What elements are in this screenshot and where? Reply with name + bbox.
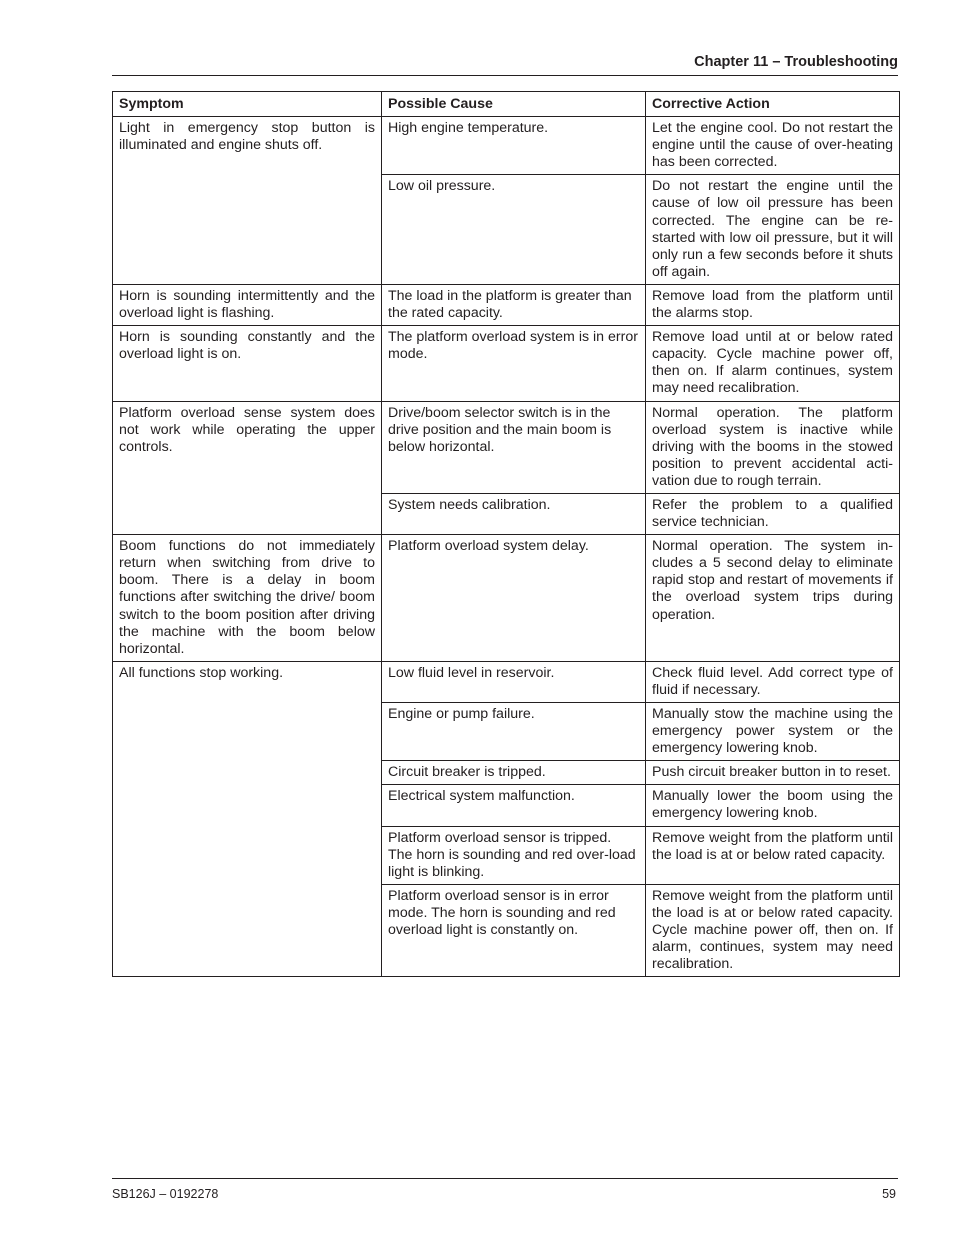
table-row (113, 117, 900, 175)
cause-cell: Engine or pump failure. (382, 703, 646, 761)
symptom-cell: Horn is sounding constantly and the overload light is on. (113, 326, 382, 401)
cause-cell: Low oil pressure. (382, 175, 646, 285)
table-row (113, 535, 900, 662)
action-cell: Normal operation. The platform overload system is inactive while driving with the booms in the stowed position to prevent accidental acti-vation due to rough terrain. (646, 401, 900, 493)
cause-cell: Electrical system malfunction. (382, 785, 646, 826)
document-id: SB126J – 0192278 (112, 1187, 219, 1201)
column-header-corrective-action: Corrective Action (646, 92, 900, 117)
cause-cell: Platform overload sensor is tripped. The horn is sounding and red over-load light is blinking. (382, 826, 646, 884)
action-cell: Remove weight from the platform until the load is at or below rated capacity. Cycle machine power off, then on. If alarm, continues, system may need recalibration. (646, 884, 900, 976)
table-header-row (113, 92, 900, 117)
action-cell: Refer the problem to a qualified service technician. (646, 493, 900, 534)
page-number: 59 (882, 1187, 896, 1201)
action-cell: Normal operation. The system in-cludes a 5 second delay to eliminate rapid stop and restart of movements if the overload system trips during operation. (646, 535, 900, 662)
action-cell: Let the engine cool. Do not restart the engine until the cause of over-heating has been corrected. (646, 117, 900, 175)
chapter-title: Chapter 11 – Troubleshooting (694, 54, 898, 70)
header-divider (112, 75, 898, 76)
table-row (113, 661, 900, 702)
troubleshooting-table (112, 91, 900, 977)
symptom-cell: Platform overload sense system does not work while operating the upper controls. (113, 401, 382, 535)
action-cell: Do not restart the engine until the cause of low oil pressure has been corrected. The engine can be re-started with low oil pressure, but it will only run a few seconds before it shuts off again. (646, 175, 900, 285)
symptom-cell: All functions stop working. (113, 661, 382, 977)
action-cell: Push circuit breaker button in to reset. (646, 761, 900, 785)
table-row (113, 326, 900, 401)
action-cell: Remove load from the platform until the alarms stop. (646, 284, 900, 325)
cause-cell: Platform overload system delay. (382, 535, 646, 662)
cause-cell: High engine temperature. (382, 117, 646, 175)
symptom-cell: Horn is sounding intermittently and the overload light is flashing. (113, 284, 382, 325)
action-cell: Check fluid level. Add correct type of fluid if necessary. (646, 661, 900, 702)
symptom-cell: Light in emergency stop button is illuminated and engine shuts off. (113, 117, 382, 285)
cause-cell: Circuit breaker is tripped. (382, 761, 646, 785)
action-cell: Remove load until at or below rated capacity. Cycle machine power off, then on. If alarm continues, system may need recalibration. (646, 326, 900, 401)
action-cell: Remove weight from the platform until the load is at or below rated capacity. (646, 826, 900, 884)
symptom-cell: Boom functions do not immediately return when switching from drive to boom. There is a delay in boom functions after switching the drive/ boom switch to the boom position after driving the machine with the boom below horizontal. (113, 535, 382, 662)
footer-divider (112, 1178, 898, 1179)
action-cell: Manually stow the machine using the emergency power system or the emergency lowering knob. (646, 703, 900, 761)
table-row (113, 401, 900, 493)
cause-cell: System needs calibration. (382, 493, 646, 534)
table-row (113, 284, 900, 325)
cause-cell: Drive/boom selector switch is in the drive position and the main boom is below horizontal. (382, 401, 646, 493)
column-header-possible-cause: Possible Cause (382, 92, 646, 117)
cause-cell: The platform overload system is in error mode. (382, 326, 646, 401)
cause-cell: Low fluid level in reservoir. (382, 661, 646, 702)
action-cell: Manually lower the boom using the emergency lowering knob. (646, 785, 900, 826)
cause-cell: The load in the platform is greater than the rated capacity. (382, 284, 646, 325)
cause-cell: Platform overload sensor is in error mode. The horn is sounding and red overload light is constantly on. (382, 884, 646, 976)
column-header-symptom: Symptom (113, 92, 382, 117)
